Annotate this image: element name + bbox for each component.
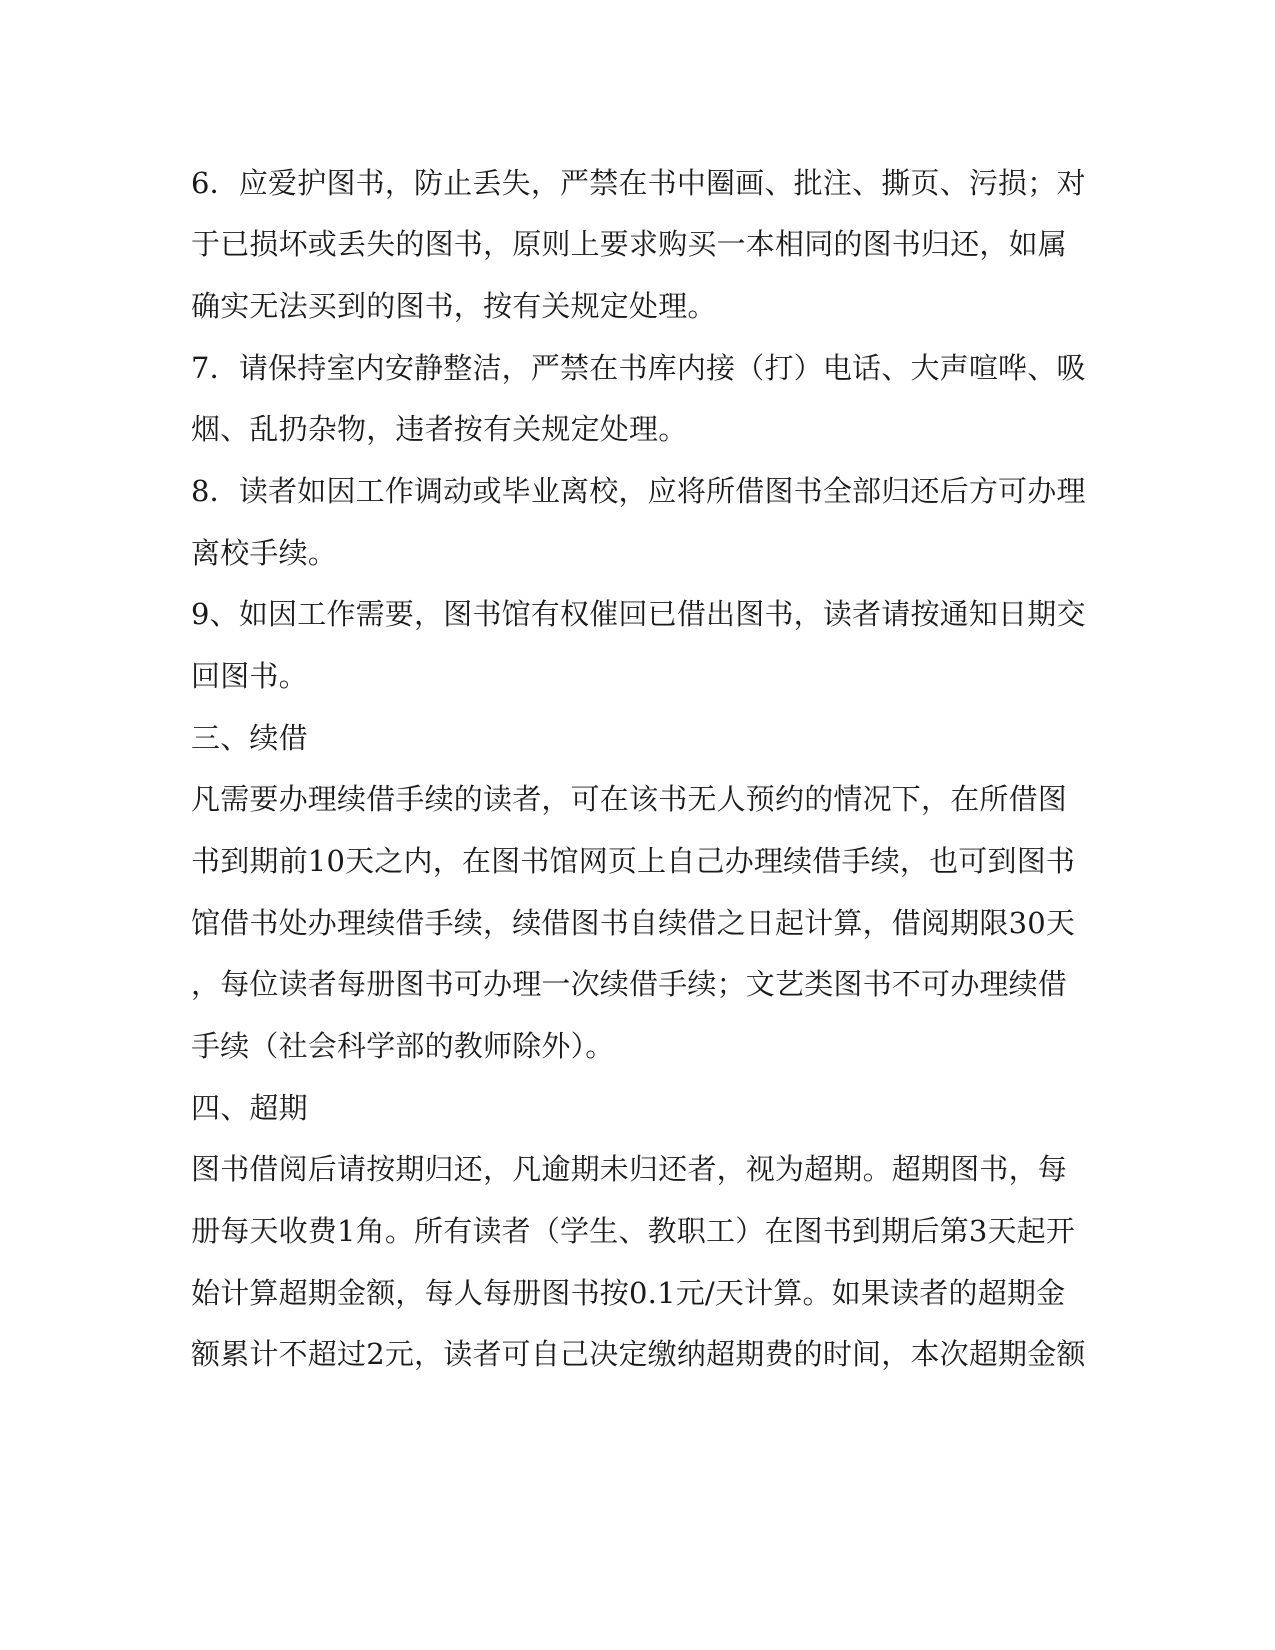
text-line: 馆借书处办理续借手续，续借图书自续借之日起计算，借阅期限30天 bbox=[191, 906, 1076, 940]
text-line: 8．读者如因工作调动或毕业离校，应将所借图书全部归还后方可办理 bbox=[191, 474, 1086, 508]
section-heading: 四、超期 bbox=[191, 1091, 308, 1125]
text-line: 6．应爱护图书，防止丢失，严禁在书中圈画、批注、撕页、污损；对 bbox=[191, 166, 1086, 200]
text-line: 始计算超期金额，每人每册图书按0.1元/天计算。如果读者的超期金 bbox=[191, 1276, 1066, 1310]
text-line: 离校手续。 bbox=[191, 536, 338, 570]
section-heading: 三、续借 bbox=[191, 721, 308, 755]
text-line: 9、如因工作需要，图书馆有权催回已借出图书，读者请按通知日期交 bbox=[191, 597, 1086, 631]
text-line: 烟、乱扔杂物，违者按有关规定处理。 bbox=[191, 412, 688, 446]
text-line: 回图书。 bbox=[191, 659, 308, 693]
text-line: ，每位读者每册图书可办理一次续借手续；文艺类图书不可办理续借 bbox=[191, 967, 1068, 1001]
text-line: 额累计不超过2元，读者可自己决定缴纳超期费的时间，本次超期金额 bbox=[191, 1337, 1086, 1371]
text-line: 图书借阅后请按期归还，凡逾期未归还者，视为超期。超期图书，每 bbox=[191, 1152, 1068, 1186]
text-line: 7．请保持室内安静整洁，严禁在书库内接（打）电话、大声喧哗、吸 bbox=[191, 351, 1086, 385]
text-line: 册每天收费1角。所有读者（学生、教职工）在图书到期后第3天起开 bbox=[191, 1214, 1076, 1248]
text-line: 于已损坏或丢失的图书，原则上要求购买一本相同的图书归还，如属 bbox=[191, 227, 1068, 261]
text-line: 凡需要办理续借手续的读者，可在该书无人预约的情况下，在所借图 bbox=[191, 782, 1068, 816]
text-line: 书到期前10天之内，在图书馆网页上自己办理续借手续，也可到图书 bbox=[191, 844, 1076, 878]
text-line: 确实无法买到的图书，按有关规定处理。 bbox=[191, 289, 717, 323]
text-line: 手续（社会科学部的教师除外）。 bbox=[191, 1029, 615, 1063]
